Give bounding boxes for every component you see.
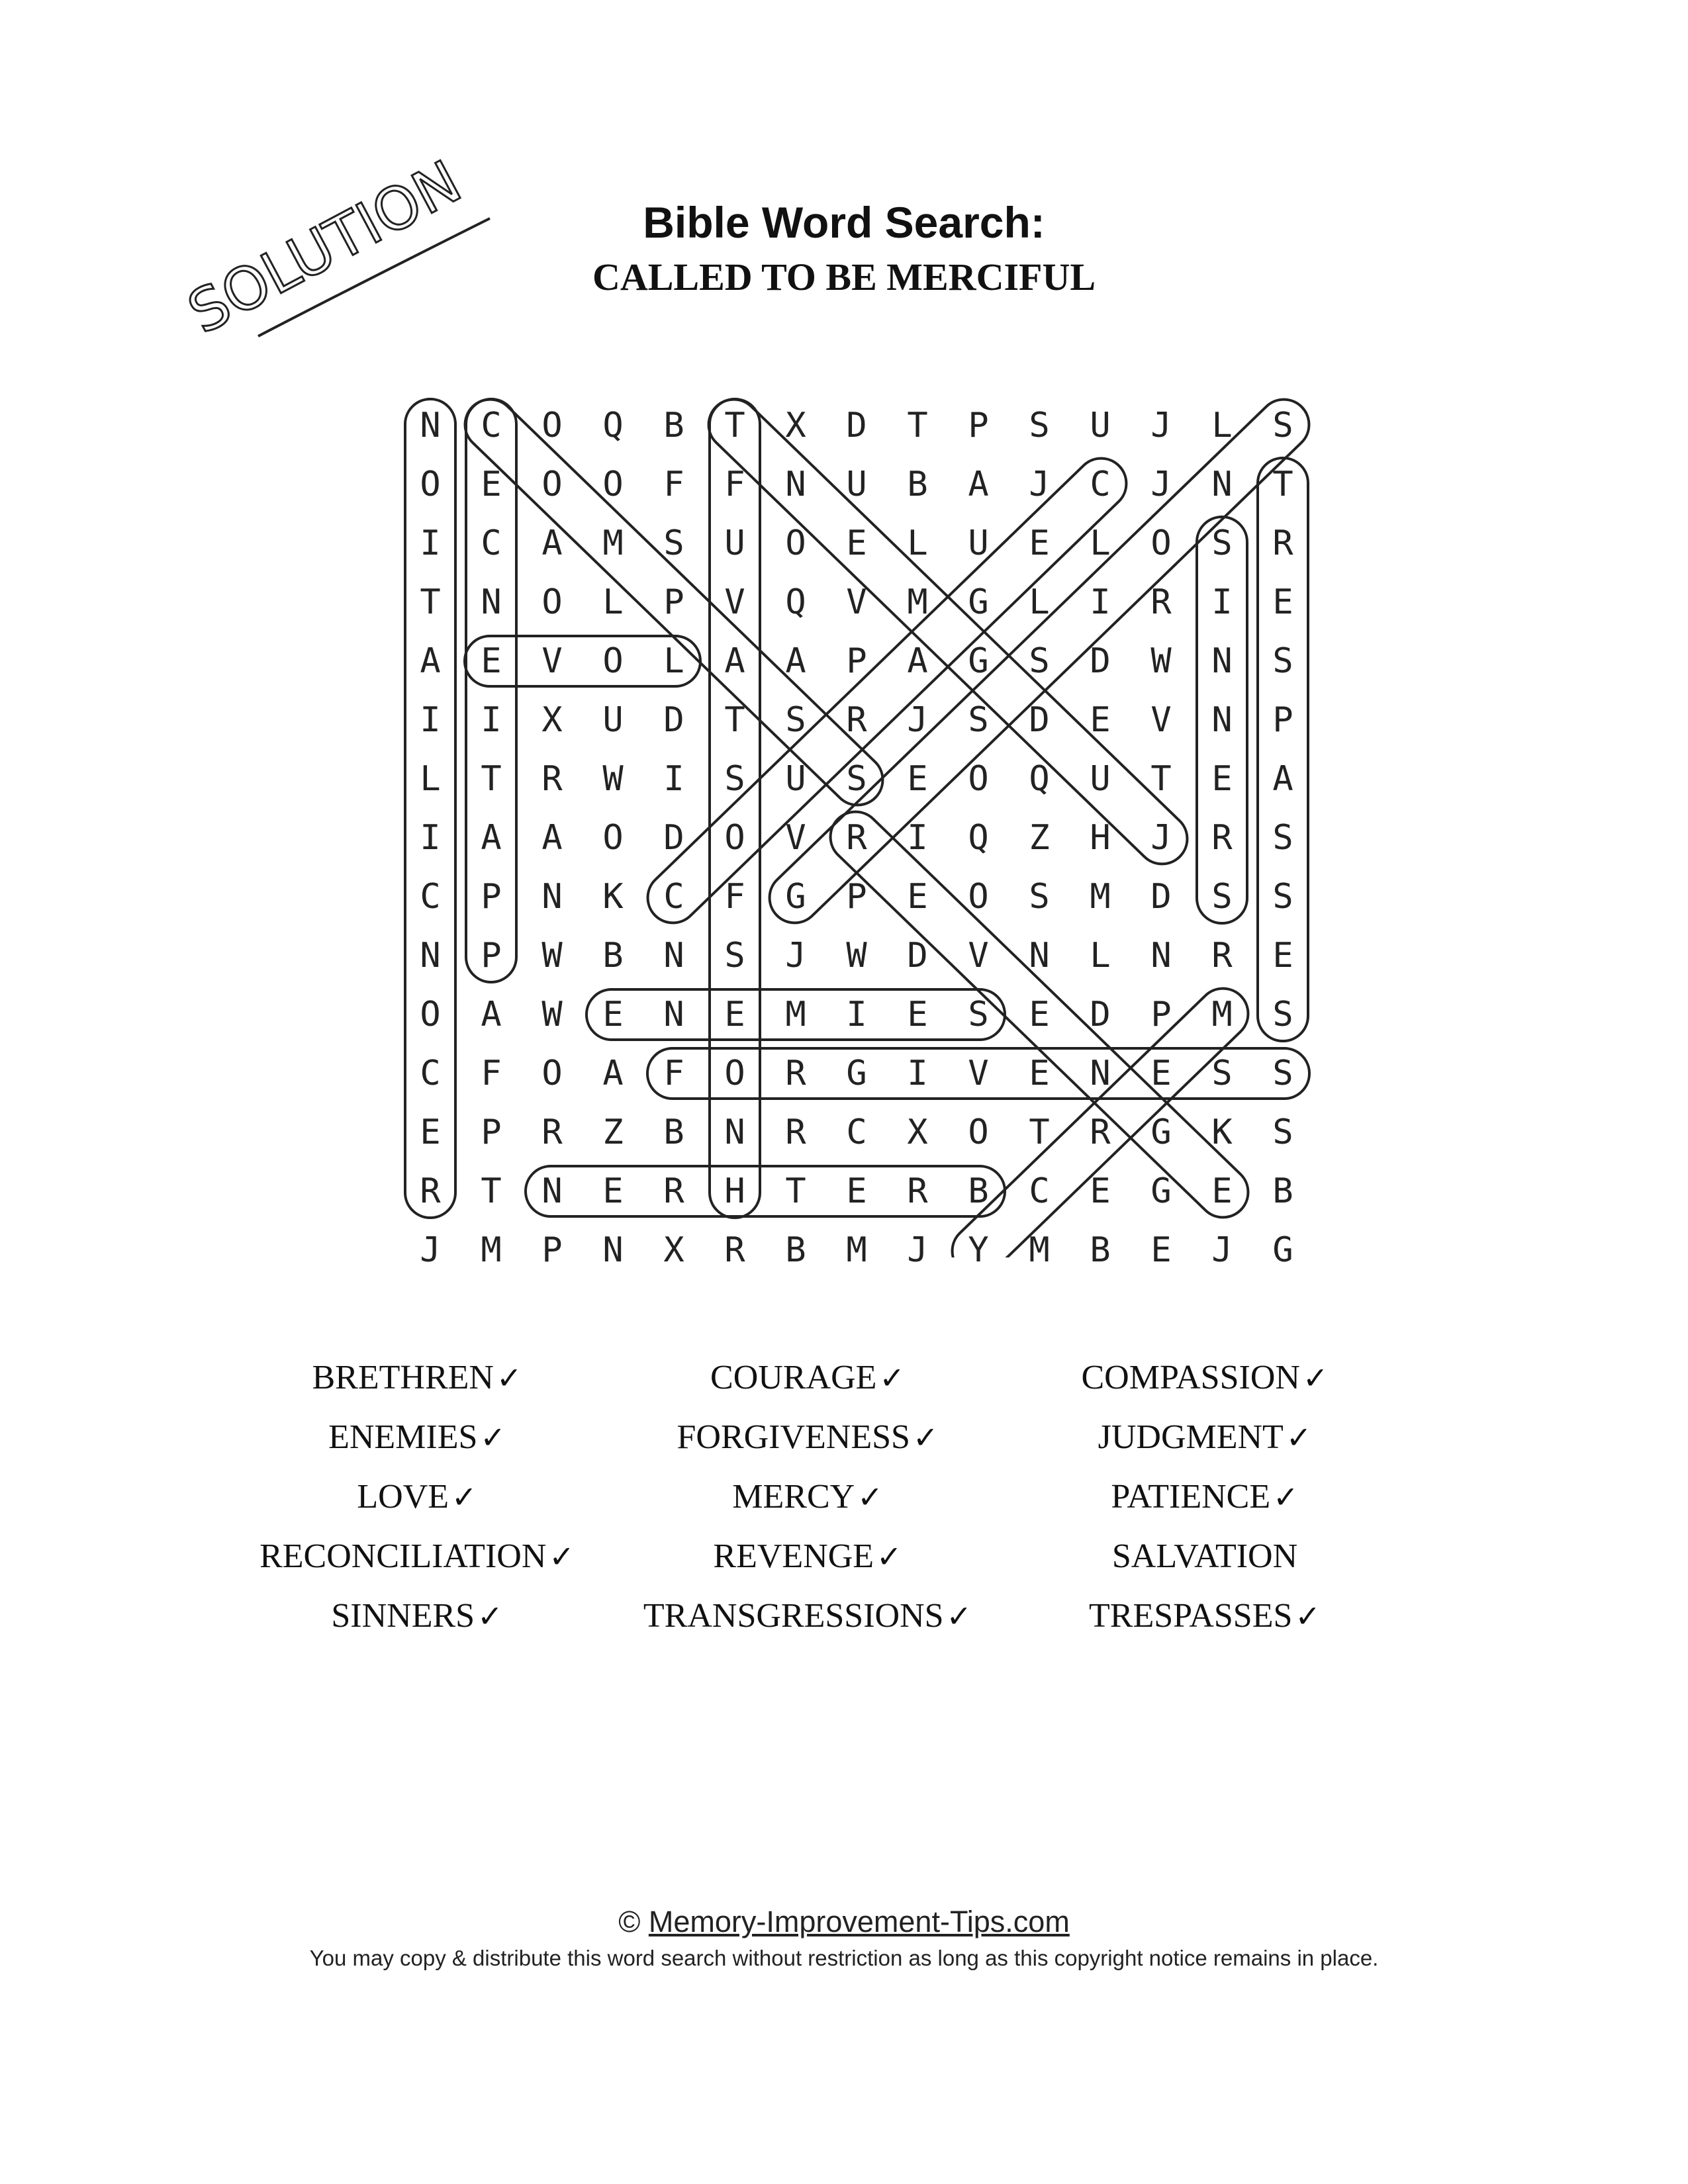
grid-letter: T bbox=[481, 1171, 502, 1211]
grid-letter: L bbox=[1090, 936, 1111, 976]
grid-letter: V bbox=[846, 582, 867, 622]
grid-letter: H bbox=[724, 1171, 745, 1211]
grid-letter: S bbox=[1211, 877, 1233, 917]
grid-letter: N bbox=[663, 936, 684, 976]
grid-letter: V bbox=[541, 641, 563, 681]
grid-letter: B bbox=[1272, 1171, 1293, 1211]
grid-letter: X bbox=[785, 406, 806, 445]
grid-letter: F bbox=[663, 1054, 684, 1093]
word-list-item bbox=[596, 1418, 1019, 1457]
grid-letter: T bbox=[1029, 1113, 1050, 1152]
grid-letter: J bbox=[785, 936, 806, 976]
grid-letter: N bbox=[1090, 1054, 1111, 1093]
grid-letter: N bbox=[1211, 700, 1233, 740]
check-mark-icon: ✓ bbox=[477, 1598, 503, 1634]
grid-letter: P bbox=[663, 582, 684, 622]
grid-letter: G bbox=[846, 1054, 867, 1093]
grid-letter: R bbox=[541, 1113, 563, 1152]
grid-letter: D bbox=[1029, 700, 1050, 740]
grid-letter: R bbox=[785, 1054, 806, 1093]
grid-letter: S bbox=[724, 759, 745, 799]
copyright-symbol: © bbox=[618, 1905, 641, 1938]
grid-letter: O bbox=[724, 818, 745, 858]
page-title: Bible Word Search: bbox=[643, 198, 1045, 247]
grid-letter: J bbox=[1150, 406, 1172, 445]
grid-letter: A bbox=[420, 641, 441, 681]
grid-letter: S bbox=[968, 995, 989, 1034]
grid-letter: T bbox=[420, 582, 441, 622]
grid-letter: M bbox=[907, 582, 928, 622]
grid-letter: A bbox=[907, 641, 928, 681]
grid-letter: T bbox=[785, 1171, 806, 1211]
check-mark-icon: ✓ bbox=[549, 1539, 575, 1574]
grid-letter: D bbox=[1090, 995, 1111, 1034]
grid-letter: E bbox=[602, 1171, 624, 1211]
grid-letter: L bbox=[907, 523, 928, 563]
grid-letter: N bbox=[420, 936, 441, 976]
grid-letter: F bbox=[663, 465, 684, 504]
grid-letter: E bbox=[1029, 1054, 1050, 1093]
grid-letter: I bbox=[1090, 582, 1111, 622]
grid-letter: W bbox=[541, 936, 563, 976]
word-list-item bbox=[205, 1537, 629, 1576]
grid-letter: O bbox=[602, 465, 624, 504]
grid-letter: F bbox=[724, 465, 745, 504]
grid-letter: R bbox=[663, 1171, 684, 1211]
grid-letter: B bbox=[907, 465, 928, 504]
check-mark-icon: ✓ bbox=[912, 1420, 939, 1455]
grid-letter: S bbox=[1029, 641, 1050, 681]
word-label: FORGIVENESS bbox=[677, 1418, 910, 1456]
grid-letter: R bbox=[785, 1113, 806, 1152]
grid-letter: R bbox=[1150, 582, 1172, 622]
grid-letter: A bbox=[724, 641, 745, 681]
grid-letter: D bbox=[663, 818, 684, 858]
word-list-item bbox=[993, 1537, 1417, 1576]
grid-letter: V bbox=[1150, 700, 1172, 740]
word-label: TRANSGRESSIONS bbox=[643, 1597, 944, 1635]
grid-letter: A bbox=[541, 523, 563, 563]
grid-letter: O bbox=[420, 465, 441, 504]
grid-letter: S bbox=[846, 759, 867, 799]
grid-letter: S bbox=[1029, 877, 1050, 917]
grid-letter: N bbox=[724, 1113, 745, 1152]
grid-letter: C bbox=[481, 523, 502, 563]
grid-letter: I bbox=[420, 700, 441, 740]
grid-letter: O bbox=[785, 523, 806, 563]
check-mark-icon: ✓ bbox=[1286, 1420, 1312, 1455]
grid-letter: S bbox=[968, 700, 989, 740]
grid-letter: R bbox=[1211, 936, 1233, 976]
grid-letter: M bbox=[785, 995, 806, 1034]
grid-letter: P bbox=[481, 1113, 502, 1152]
grid-letter: I bbox=[420, 818, 441, 858]
grid-letter: E bbox=[1090, 1171, 1111, 1211]
word-label: SINNERS bbox=[331, 1597, 475, 1635]
grid-letter: U bbox=[785, 759, 806, 799]
grid-letter: V bbox=[968, 1054, 989, 1093]
word-label: COMPASSION bbox=[1081, 1359, 1300, 1396]
grid-letter: Q bbox=[1029, 759, 1050, 799]
grid-letter: N bbox=[602, 1230, 624, 1270]
grid-letter: I bbox=[420, 523, 441, 563]
grid-letter: O bbox=[602, 641, 624, 681]
grid-letter: P bbox=[481, 936, 502, 976]
grid-letter: E bbox=[724, 995, 745, 1034]
grid-letter: E bbox=[1029, 523, 1050, 563]
grid-letter: A bbox=[481, 995, 502, 1034]
grid-letter: G bbox=[1150, 1171, 1172, 1211]
grid-letter: S bbox=[1029, 406, 1050, 445]
grid-letter: S bbox=[1272, 406, 1293, 445]
copyright-notice: You may copy & distribute this word search without restriction as long as this copyright notice remains in place. bbox=[309, 1946, 1379, 1970]
grid-letter: P bbox=[1150, 995, 1172, 1034]
grid-letter: U bbox=[1090, 406, 1111, 445]
word-label: COURAGE bbox=[710, 1359, 877, 1396]
grid-letter: J bbox=[907, 700, 928, 740]
grid-letter: R bbox=[420, 1171, 441, 1211]
grid-letter: X bbox=[663, 1230, 684, 1270]
grid-letter: A bbox=[785, 641, 806, 681]
grid-letter: B bbox=[663, 406, 684, 445]
grid-letter: P bbox=[846, 641, 867, 681]
grid-letter: S bbox=[1272, 995, 1293, 1034]
check-mark-icon: ✓ bbox=[451, 1479, 477, 1515]
grid-letter: A bbox=[602, 1054, 624, 1093]
grid-letter: A bbox=[541, 818, 563, 858]
grid-letter: D bbox=[1150, 877, 1172, 917]
grid-letter: J bbox=[420, 1230, 441, 1270]
handwritten-note-text: SOLUTION bbox=[177, 147, 472, 347]
grid-letter: L bbox=[1090, 523, 1111, 563]
grid-letter: C bbox=[481, 406, 502, 445]
grid-letter: O bbox=[541, 465, 563, 504]
grid-letter: N bbox=[541, 1171, 563, 1211]
grid-letter: N bbox=[1150, 936, 1172, 976]
grid-letter: T bbox=[481, 759, 502, 799]
grid-letter: E bbox=[1150, 1230, 1172, 1270]
grid-letter: K bbox=[602, 877, 624, 917]
page-subtitle: CALLED TO BE MERCIFUL bbox=[592, 255, 1096, 298]
grid-letter: Q bbox=[968, 818, 989, 858]
grid-letter: C bbox=[420, 877, 441, 917]
grid-letter: A bbox=[1272, 759, 1293, 799]
word-list-item bbox=[205, 1418, 629, 1457]
grid-letter: N bbox=[1211, 641, 1233, 681]
grid-letter: T bbox=[1150, 759, 1172, 799]
word-label: ENEMIES bbox=[328, 1418, 478, 1456]
grid-letter: O bbox=[541, 582, 563, 622]
grid-letter: B bbox=[602, 936, 624, 976]
grid-letter: S bbox=[663, 523, 684, 563]
grid-letter: I bbox=[846, 995, 867, 1034]
grid-letter: O bbox=[968, 1113, 989, 1152]
grid-letter: D bbox=[1090, 641, 1111, 681]
grid-letter: V bbox=[724, 582, 745, 622]
grid-letter: W bbox=[541, 995, 563, 1034]
grid-letter: N bbox=[663, 995, 684, 1034]
grid-letter: J bbox=[1150, 465, 1172, 504]
copyright-line bbox=[0, 1905, 1688, 1939]
word-list-item bbox=[993, 1596, 1417, 1635]
grid-letter: I bbox=[481, 700, 502, 740]
grid-letter: U bbox=[846, 465, 867, 504]
word-list-item bbox=[596, 1596, 1019, 1635]
word-label: MERCY bbox=[732, 1478, 855, 1516]
grid-letter: T bbox=[1272, 465, 1293, 504]
word-label: LOVE bbox=[357, 1478, 449, 1516]
check-mark-icon: ✓ bbox=[879, 1360, 905, 1396]
word-label: SALVATION bbox=[1111, 1537, 1298, 1575]
grid-letter: A bbox=[481, 818, 502, 858]
grid-letter: W bbox=[602, 759, 624, 799]
grid-letter: P bbox=[846, 877, 867, 917]
word-list-item bbox=[993, 1358, 1417, 1397]
word-list-item bbox=[993, 1418, 1417, 1457]
grid-letter: G bbox=[1272, 1230, 1293, 1270]
grid-letter: B bbox=[1090, 1230, 1111, 1270]
grid-letter: J bbox=[1029, 465, 1050, 504]
grid-letter: V bbox=[785, 818, 806, 858]
grid-letter: P bbox=[968, 406, 989, 445]
grid-letter: G bbox=[785, 877, 806, 917]
grid-letter: F bbox=[481, 1054, 502, 1093]
grid-letter: E bbox=[907, 877, 928, 917]
grid-letter: S bbox=[1272, 877, 1293, 917]
grid-letter: M bbox=[1211, 995, 1233, 1034]
copyright-site-link[interactable]: Memory-Improvement-Tips.com bbox=[648, 1905, 1070, 1938]
grid-letter: N bbox=[481, 582, 502, 622]
grid-letter: L bbox=[602, 582, 624, 622]
grid-letter: S bbox=[785, 700, 806, 740]
grid-letter: E bbox=[1029, 995, 1050, 1034]
grid-letter: D bbox=[907, 936, 928, 976]
grid-letter: S bbox=[1211, 523, 1233, 563]
grid-letter: J bbox=[1211, 1230, 1233, 1270]
grid-letter: S bbox=[1211, 1054, 1233, 1093]
handwritten-solution-note bbox=[159, 132, 503, 371]
grid-letter: E bbox=[420, 1113, 441, 1152]
grid-letter: S bbox=[724, 936, 745, 976]
word-list-item bbox=[993, 1477, 1417, 1516]
grid-letter: G bbox=[968, 582, 989, 622]
grid-letter: R bbox=[907, 1171, 928, 1211]
grid-letter: C bbox=[1029, 1171, 1050, 1211]
grid-letter: E bbox=[846, 523, 867, 563]
check-mark-icon: ✓ bbox=[876, 1539, 902, 1574]
grid-letter: C bbox=[1090, 465, 1111, 504]
grid-letter: B bbox=[785, 1230, 806, 1270]
grid-letter: O bbox=[724, 1054, 745, 1093]
grid-letter: X bbox=[541, 700, 563, 740]
grid-letter: E bbox=[907, 759, 928, 799]
word-list-item bbox=[205, 1596, 629, 1635]
grid-letter: E bbox=[481, 641, 502, 681]
grid-letter: L bbox=[420, 759, 441, 799]
grid-letter: U bbox=[602, 700, 624, 740]
grid-letter: G bbox=[1150, 1113, 1172, 1152]
grid-letter: L bbox=[1029, 582, 1050, 622]
grid-letter: L bbox=[1211, 406, 1233, 445]
grid-letter: E bbox=[481, 465, 502, 504]
word-label: PATIENCE bbox=[1111, 1478, 1271, 1516]
grid-letter: R bbox=[846, 818, 867, 858]
word-label: TRESPASSES bbox=[1089, 1597, 1293, 1635]
grid-letter: R bbox=[1090, 1113, 1111, 1152]
grid-letter: Z bbox=[1029, 818, 1050, 858]
word-label: RECONCILIATION bbox=[259, 1537, 547, 1575]
grid-letter: R bbox=[724, 1230, 745, 1270]
check-mark-icon: ✓ bbox=[1273, 1479, 1299, 1515]
grid-letter: E bbox=[846, 1171, 867, 1211]
grid-letter: I bbox=[663, 759, 684, 799]
grid-letter: N bbox=[541, 877, 563, 917]
grid-letter: N bbox=[420, 406, 441, 445]
word-list-item bbox=[205, 1477, 629, 1516]
check-mark-icon: ✓ bbox=[496, 1360, 522, 1396]
grid-letter: J bbox=[907, 1230, 928, 1270]
grid-letter: C bbox=[846, 1113, 867, 1152]
grid-letter: C bbox=[663, 877, 684, 917]
grid-letter: U bbox=[968, 523, 989, 563]
grid-letter: R bbox=[1272, 523, 1293, 563]
grid-letter: B bbox=[663, 1113, 684, 1152]
grid-letter: R bbox=[541, 759, 563, 799]
grid-letter: L bbox=[663, 641, 684, 681]
grid-letter: E bbox=[907, 995, 928, 1034]
grid-letter: E bbox=[1150, 1054, 1172, 1093]
grid-letter: S bbox=[1272, 1054, 1293, 1093]
word-list-item bbox=[596, 1537, 1019, 1576]
grid-letter: C bbox=[420, 1054, 441, 1093]
grid-letter: U bbox=[724, 523, 745, 563]
grid-letter: R bbox=[846, 700, 867, 740]
word-label: REVENGE bbox=[713, 1537, 874, 1575]
grid-letter: D bbox=[663, 700, 684, 740]
grid-letter: P bbox=[481, 877, 502, 917]
grid-letter: P bbox=[1272, 700, 1293, 740]
check-mark-icon: ✓ bbox=[1302, 1360, 1329, 1396]
grid-letter: O bbox=[602, 818, 624, 858]
grid-letter: O bbox=[541, 406, 563, 445]
grid-letter: I bbox=[907, 1054, 928, 1093]
grid-letter: J bbox=[1150, 818, 1172, 858]
check-mark-icon: ✓ bbox=[480, 1420, 506, 1455]
grid-letter: E bbox=[1211, 1171, 1233, 1211]
word-label: JUDGMENT bbox=[1098, 1418, 1284, 1456]
check-mark-icon: ✓ bbox=[857, 1479, 883, 1515]
grid-letter: F bbox=[724, 877, 745, 917]
check-mark-icon: ✓ bbox=[1295, 1598, 1321, 1634]
grid-letter: Y bbox=[968, 1230, 989, 1270]
grid-letter: D bbox=[846, 406, 867, 445]
grid-letter: O bbox=[968, 759, 989, 799]
check-mark-icon: ✓ bbox=[946, 1598, 972, 1634]
word-list-item bbox=[205, 1358, 629, 1397]
grid-letter: A bbox=[968, 465, 989, 504]
grid-letter: N bbox=[785, 465, 806, 504]
grid-letter: S bbox=[1272, 1113, 1293, 1152]
word-search-grid bbox=[384, 397, 1311, 1270]
grid-letter: O bbox=[1150, 523, 1172, 563]
grid-letter: S bbox=[1272, 818, 1293, 858]
grid-letter: Q bbox=[785, 582, 806, 622]
grid-letter: W bbox=[1150, 641, 1172, 681]
grid-letter: M bbox=[602, 523, 624, 563]
grid-letter: I bbox=[1211, 582, 1233, 622]
grid-letter: M bbox=[1090, 877, 1111, 917]
grid-letter: E bbox=[1272, 582, 1293, 622]
word-label: BRETHREN bbox=[312, 1359, 494, 1396]
grid-letter: Q bbox=[602, 406, 624, 445]
grid-letter: W bbox=[846, 936, 867, 976]
grid-letter: P bbox=[541, 1230, 563, 1270]
grid-letter: K bbox=[1211, 1113, 1233, 1152]
grid-letter: O bbox=[420, 995, 441, 1034]
grid-letter: Z bbox=[602, 1113, 624, 1152]
grid-letter: G bbox=[968, 641, 989, 681]
grid-letter: M bbox=[846, 1230, 867, 1270]
grid-letter: M bbox=[1029, 1230, 1050, 1270]
grid-letter: X bbox=[907, 1113, 928, 1152]
grid-letter: T bbox=[724, 406, 745, 445]
word-list-item bbox=[596, 1477, 1019, 1516]
grid-letter: I bbox=[907, 818, 928, 858]
grid-letter: N bbox=[1211, 465, 1233, 504]
grid-letter: E bbox=[1211, 759, 1233, 799]
grid-letter: U bbox=[1090, 759, 1111, 799]
grid-letter: T bbox=[907, 406, 928, 445]
grid-letter: N bbox=[1029, 936, 1050, 976]
grid-letter: E bbox=[1272, 936, 1293, 976]
grid-letter: O bbox=[968, 877, 989, 917]
grid-letter: T bbox=[724, 700, 745, 740]
grid-letter: O bbox=[541, 1054, 563, 1093]
grid-letter: S bbox=[1272, 641, 1293, 681]
grid-letter: M bbox=[481, 1230, 502, 1270]
grid-letter: E bbox=[1090, 700, 1111, 740]
grid-letter: B bbox=[968, 1171, 989, 1211]
grid-letter: R bbox=[1211, 818, 1233, 858]
grid-letter: V bbox=[968, 936, 989, 976]
grid-letter: H bbox=[1090, 818, 1111, 858]
word-list-item bbox=[596, 1358, 1019, 1397]
grid-letter: E bbox=[602, 995, 624, 1034]
